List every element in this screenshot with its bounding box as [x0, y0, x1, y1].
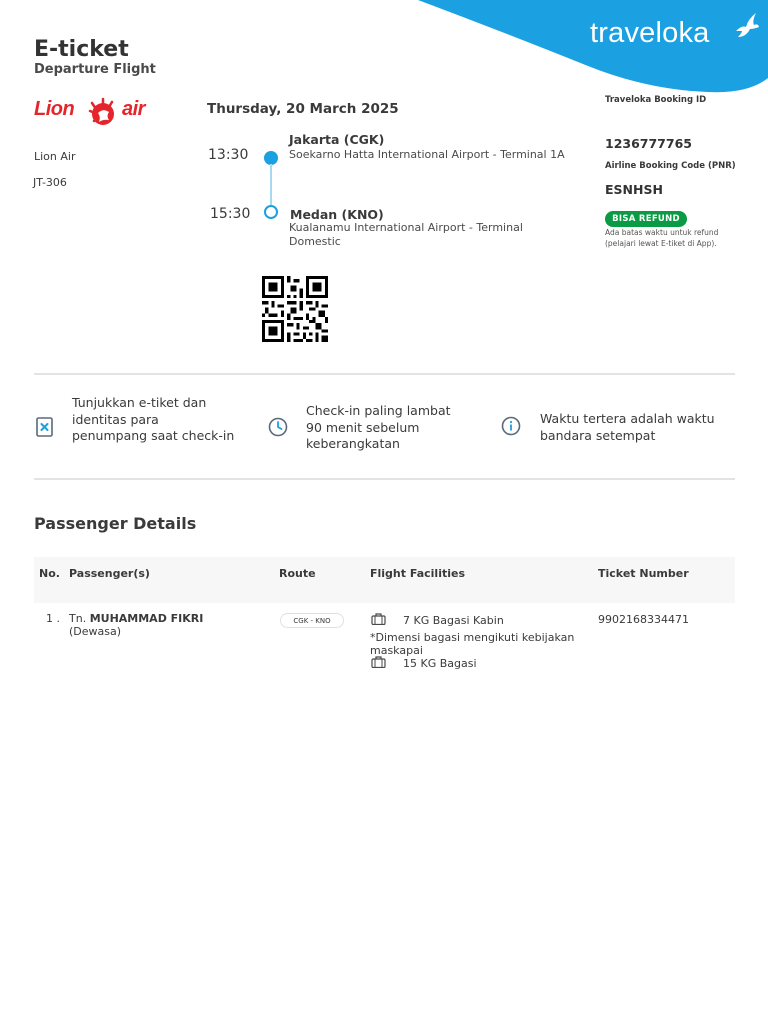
departure-dot [264, 151, 278, 165]
checked-baggage-icon [371, 656, 386, 668]
arrival-time: 15:30 [210, 206, 251, 222]
route-pill: CGK - KNO [280, 613, 344, 628]
logo-text-air: air [122, 98, 145, 120]
departure-city: Jakarta (CGK) [289, 132, 385, 147]
divider [34, 373, 735, 375]
info-icon [500, 415, 522, 437]
column-no: No. [39, 567, 60, 580]
ticket-title: E-ticket [34, 37, 129, 62]
clock-icon [267, 416, 289, 438]
lion-air-logo [34, 97, 152, 131]
baggage-note: *Dimensi bagasi mengikuti kebijakan maskapai [370, 631, 575, 657]
column-facilities: Flight Facilities [370, 567, 466, 580]
ticket-number: 9902168334471 [598, 613, 689, 626]
passenger-cell [69, 612, 269, 638]
booking-id: 1236777765 [605, 136, 692, 151]
flight-date: Thursday, 20 March 2025 [207, 101, 399, 117]
passenger-no: 1 . [46, 612, 60, 625]
tip-checkin-time: Check-in paling lambat 90 menit sebelum keberangkatan [306, 403, 451, 451]
column-passenger: Passenger(s) [69, 567, 150, 580]
table-header [34, 557, 735, 603]
id-card-icon [34, 416, 56, 438]
qr-code [260, 276, 330, 342]
departure-airport: Soekarno Hatta International Airport - Terminal 1A [289, 148, 565, 161]
refund-badge: BISA REFUND [605, 211, 687, 227]
column-ticket-number: Ticket Number [598, 567, 689, 580]
tip-local-time: Waktu tertera adalah waktu bandara setempat [540, 411, 715, 443]
departure-time: 13:30 [208, 147, 249, 163]
bird-icon [732, 11, 760, 39]
arrival-city: Medan (KNO) [290, 207, 384, 222]
column-route: Route [279, 567, 316, 580]
passenger-details-title: Passenger Details [34, 514, 197, 533]
pnr-label: Airline Booking Code (PNR) [605, 161, 736, 171]
divider [34, 478, 735, 480]
cabin-baggage: 7 KG Bagasi Kabin [403, 614, 504, 627]
passenger-type: (Dewasa) [69, 625, 122, 638]
booking-id-label: Traveloka Booking ID [605, 95, 707, 105]
cabin-baggage-icon [371, 613, 386, 625]
refund-note: Ada batas waktu untuk refund (pelajari lewat E-tiket di App). [605, 228, 719, 248]
ticket-subtitle: Departure Flight [34, 62, 156, 77]
arrival-airport: Kualanamu International Airport - Terminal Domestic [289, 221, 523, 248]
tip-show-id: Tunjukkan e-tiket dan identitas para penumpang saat check-in [72, 395, 235, 443]
airline-name: Lion Air [34, 150, 76, 163]
traveloka-logo: traveloka [590, 17, 710, 49]
logo-text-lion: Lion [34, 98, 75, 120]
pnr-code: ESNHSH [605, 182, 663, 197]
arrival-dot [264, 205, 278, 219]
route-line [270, 164, 272, 206]
passenger-name: MUHAMMAD FIKRI [89, 612, 204, 625]
lion-icon [86, 97, 120, 129]
flight-number: JT-306 [33, 176, 67, 189]
passenger-title: Tn. [69, 612, 87, 625]
checked-baggage: 15 KG Bagasi [403, 657, 477, 670]
